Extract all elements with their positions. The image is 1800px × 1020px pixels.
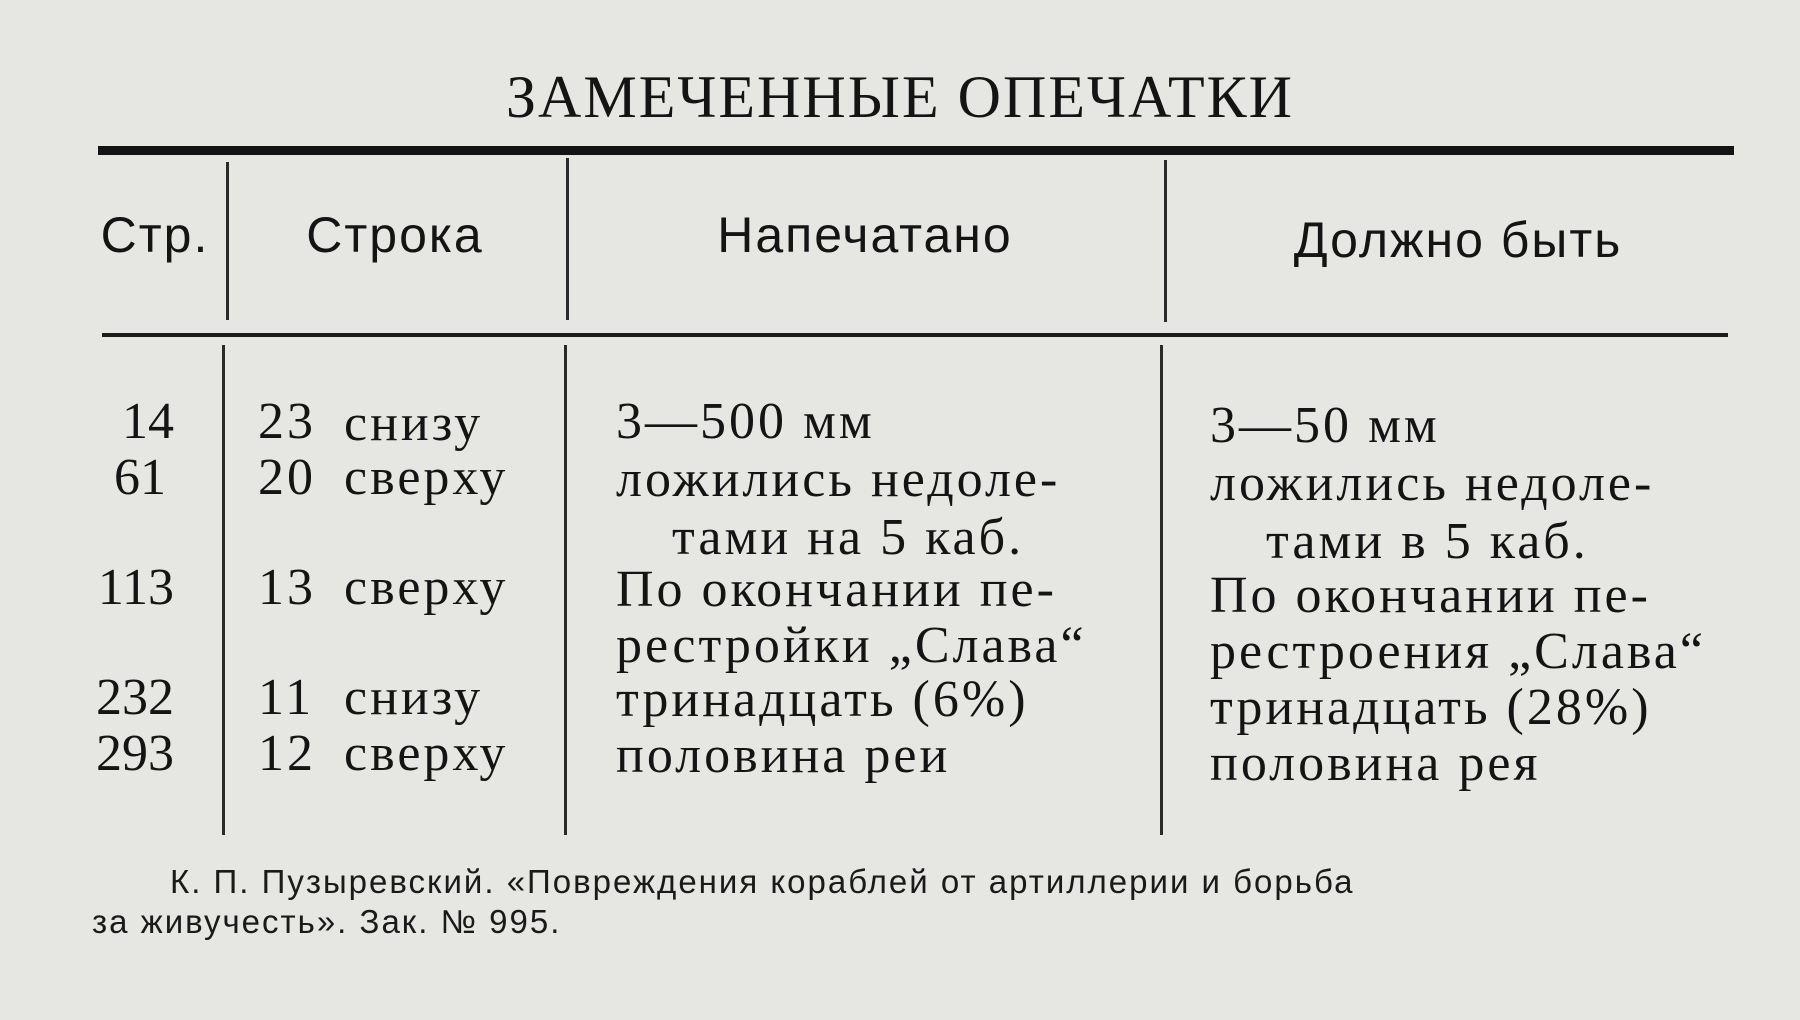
footer-line-1: К. П. Пузыревский. «Повреждения кораблей от артиллерии и борьба bbox=[170, 863, 1355, 900]
table-row-1-correct: 3—50 мм bbox=[1210, 397, 1440, 454]
publication-footer bbox=[92, 862, 1742, 942]
column-divider-2-lower bbox=[564, 345, 567, 835]
header-line: Строка bbox=[306, 207, 484, 263]
table-row-4-correct: тринадцать (28%) bbox=[1210, 679, 1652, 736]
table-row-1-printed: 3—500 мм bbox=[616, 393, 875, 450]
table-row-2-page: 61 bbox=[114, 449, 166, 506]
page-title: ЗАМЕЧЕННЫЕ ОПЕЧАТКИ bbox=[505, 64, 1295, 130]
column-divider-3 bbox=[1164, 160, 1167, 322]
table-row-5-line-num: 12 bbox=[258, 725, 316, 782]
table-row-2-line-num: 20 bbox=[258, 449, 316, 506]
top-thick-rule bbox=[98, 146, 1734, 155]
table-row-4-line-num: 11 bbox=[258, 669, 315, 726]
table-row-3-correct-line-2: рестроения „Слава“ bbox=[1210, 623, 1706, 680]
header-printed: Напечатано bbox=[717, 207, 1013, 263]
table-row-2-printed-line-1: ложились недоле- bbox=[616, 451, 1061, 508]
header-separator-rule bbox=[102, 333, 1728, 337]
table-row-5-page: 293 bbox=[96, 725, 174, 782]
column-divider-2 bbox=[566, 158, 569, 320]
footer-line-2: за живучесть». Зак. № 995. bbox=[92, 903, 562, 940]
column-divider-3-lower bbox=[1160, 345, 1163, 835]
table-row-1-line-pos: снизу bbox=[344, 395, 484, 452]
table-row-2-correct-line-2: тами в 5 каб. bbox=[1266, 513, 1589, 570]
table-row-2-line-pos: сверху bbox=[344, 449, 509, 506]
header-should-be: Должно быть bbox=[1293, 212, 1623, 268]
table-row-3-page: 113 bbox=[97, 559, 174, 616]
header-page: Стр. bbox=[100, 207, 210, 263]
table-row-4-page: 232 bbox=[96, 669, 174, 726]
column-divider-1-lower bbox=[222, 345, 225, 835]
table-row-3-line-num: 13 bbox=[258, 559, 316, 616]
table-row-1-page: 14 bbox=[122, 393, 174, 450]
table-row-2-correct-line-1: ложились недоле- bbox=[1210, 455, 1655, 512]
table-row-3-line-pos: сверху bbox=[344, 559, 509, 616]
table-row-4-line-pos: снизу bbox=[344, 669, 484, 726]
table-row-5-correct: половина рея bbox=[1210, 735, 1541, 792]
table-row-3-printed-line-2: рестройки „Слава“ bbox=[616, 617, 1087, 674]
table-row-3-correct-line-1: По окончании пе- bbox=[1210, 567, 1651, 624]
table-row-4-printed: тринадцать (6%) bbox=[616, 671, 1029, 728]
table-row-5-printed: половина реи bbox=[616, 727, 951, 784]
table-row-2-printed-line-2: тами на 5 каб. bbox=[672, 509, 1025, 566]
column-divider-1 bbox=[226, 162, 229, 320]
table-row-5-line-pos: сверху bbox=[344, 725, 509, 782]
table-row-1-line-num: 23 bbox=[258, 393, 316, 450]
table-row-3-printed-line-1: По окончании пе- bbox=[616, 561, 1057, 618]
